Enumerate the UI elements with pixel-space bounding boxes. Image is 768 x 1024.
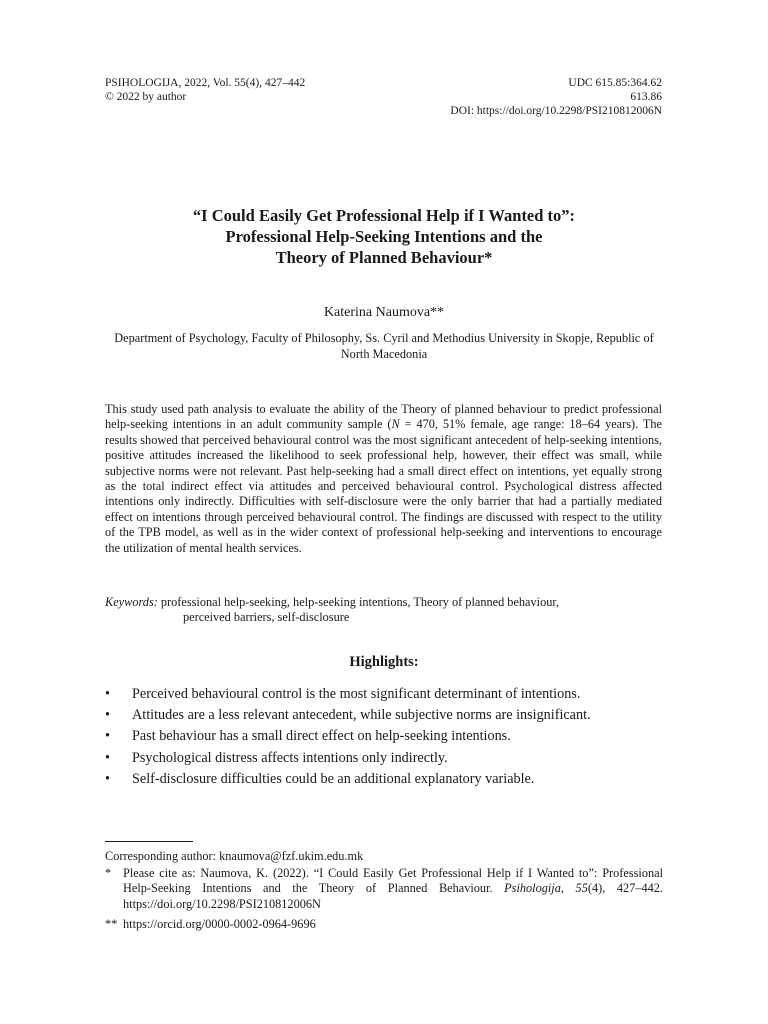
udc-line-1: UDC 615.85:364.62 [568, 77, 662, 89]
bullet-icon: • [105, 749, 110, 766]
citation-text-1: Please cite as: Naumova, K. (2022). “I Could Easily Get Professional Help if I Wanted to”: Professional Help-Seeking Intentions and the Theory of Planned Behaviour. [123, 866, 663, 896]
orcid-footnote [105, 917, 663, 932]
highlights-heading: Highlights: [349, 654, 419, 670]
footnote-separator [105, 841, 193, 842]
highlight-item: • Self-disclosure difficulties could be an additional explanatory variable. [105, 769, 665, 790]
title-line-3: Theory of Planned Behaviour* [275, 248, 493, 267]
article-title [100, 205, 668, 268]
abstract-part-1: This study used path analysis to evaluate the ability of the Theory of planned behaviour to predict professional help-seeking intentions in an adult community sample ( [105, 402, 662, 432]
title-line-2: Professional Help-Seeking Intentions and the [225, 227, 543, 246]
author-name: Katerina Naumova** [323, 305, 445, 320]
corresponding-author-note: Corresponding author: knaumova@fzf.ukim.edu.mk [105, 849, 364, 863]
bullet-icon: • [105, 686, 110, 702]
footnote-mark: ** [105, 917, 118, 931]
citation-journal: Psihologija, 55 [504, 881, 588, 896]
keywords-line-2: perceived barriers, self-disclosure [183, 610, 350, 625]
sample-size-symbol: N [391, 417, 400, 432]
keywords-label: Keywords: [105, 595, 158, 609]
highlight-item: • Attitudes are a less relevant antecedent, while subjective norms are insignificant. [105, 705, 665, 726]
title-line-1: “I Could Easily Get Professional Help if I Wanted to”: [192, 206, 576, 225]
bullet-icon: • [105, 770, 110, 787]
highlights-list [105, 684, 665, 790]
journal-header-right [450, 76, 662, 118]
abstract-part-2: = 470, 51% female, age range: 18–64 years). The results showed that perceived behavioural control was the most significant antecedent of help-seeking intentions, positive attitudes increased the likelihood to seek professional help, however, their effect was small, while subjective norms were not relevant. Past help-seeking had a small direct effect on intentions, yet equally strong as the total indirect effect via attitudes and perceived behavioural control. Psychological distress affected intentions only indirectly. Difficulties with self-disclosure were the only barrier that had a partially mediated effect on intentions through perceived behavioural control. The findings are discussed with respect to the utility of the TPB model, as well as in the wider context of professional help-seeking and interventions to encourage the utilization of mental health services. [105, 417, 662, 555]
journal-citation-line: PSIHOLOGIJA, 2022, Vol. 55(4), 427–442 [105, 77, 306, 89]
author-affiliation: Department of Psychology, Faculty of Philosophy, Ss. Cyril and Methodius University in Skopje, Republic of North Macedonia [114, 331, 654, 361]
keywords [105, 595, 662, 626]
udc-line-2: 613.86 [630, 91, 662, 103]
journal-header-left [105, 76, 305, 104]
footnote-mark: * [105, 866, 112, 880]
citation-text-2: (4), 427–442. https://doi.org/10.2298/PSI210812006N [123, 881, 663, 911]
citation-footnote [105, 866, 663, 912]
highlight-item: • Perceived behavioural control is the most significant determinant of intentions. [105, 684, 665, 705]
highlight-item: • Psychological distress affects intentions only indirectly. [105, 748, 665, 769]
keywords-line-1: professional help-seeking, help-seeking intentions, Theory of planned behaviour, [160, 595, 560, 609]
bullet-icon: • [105, 728, 110, 745]
orcid-link[interactable]: https://orcid.org/0000-0002-0964-9696 [123, 917, 316, 931]
abstract [105, 402, 662, 556]
highlight-item: • Past behaviour has a small direct effect on help-seeking intentions. [105, 726, 665, 747]
copyright-line: © 2022 by author [105, 91, 187, 103]
bullet-icon: • [105, 707, 110, 724]
doi-line[interactable]: DOI: https://doi.org/10.2298/PSI210812006N [450, 105, 662, 117]
